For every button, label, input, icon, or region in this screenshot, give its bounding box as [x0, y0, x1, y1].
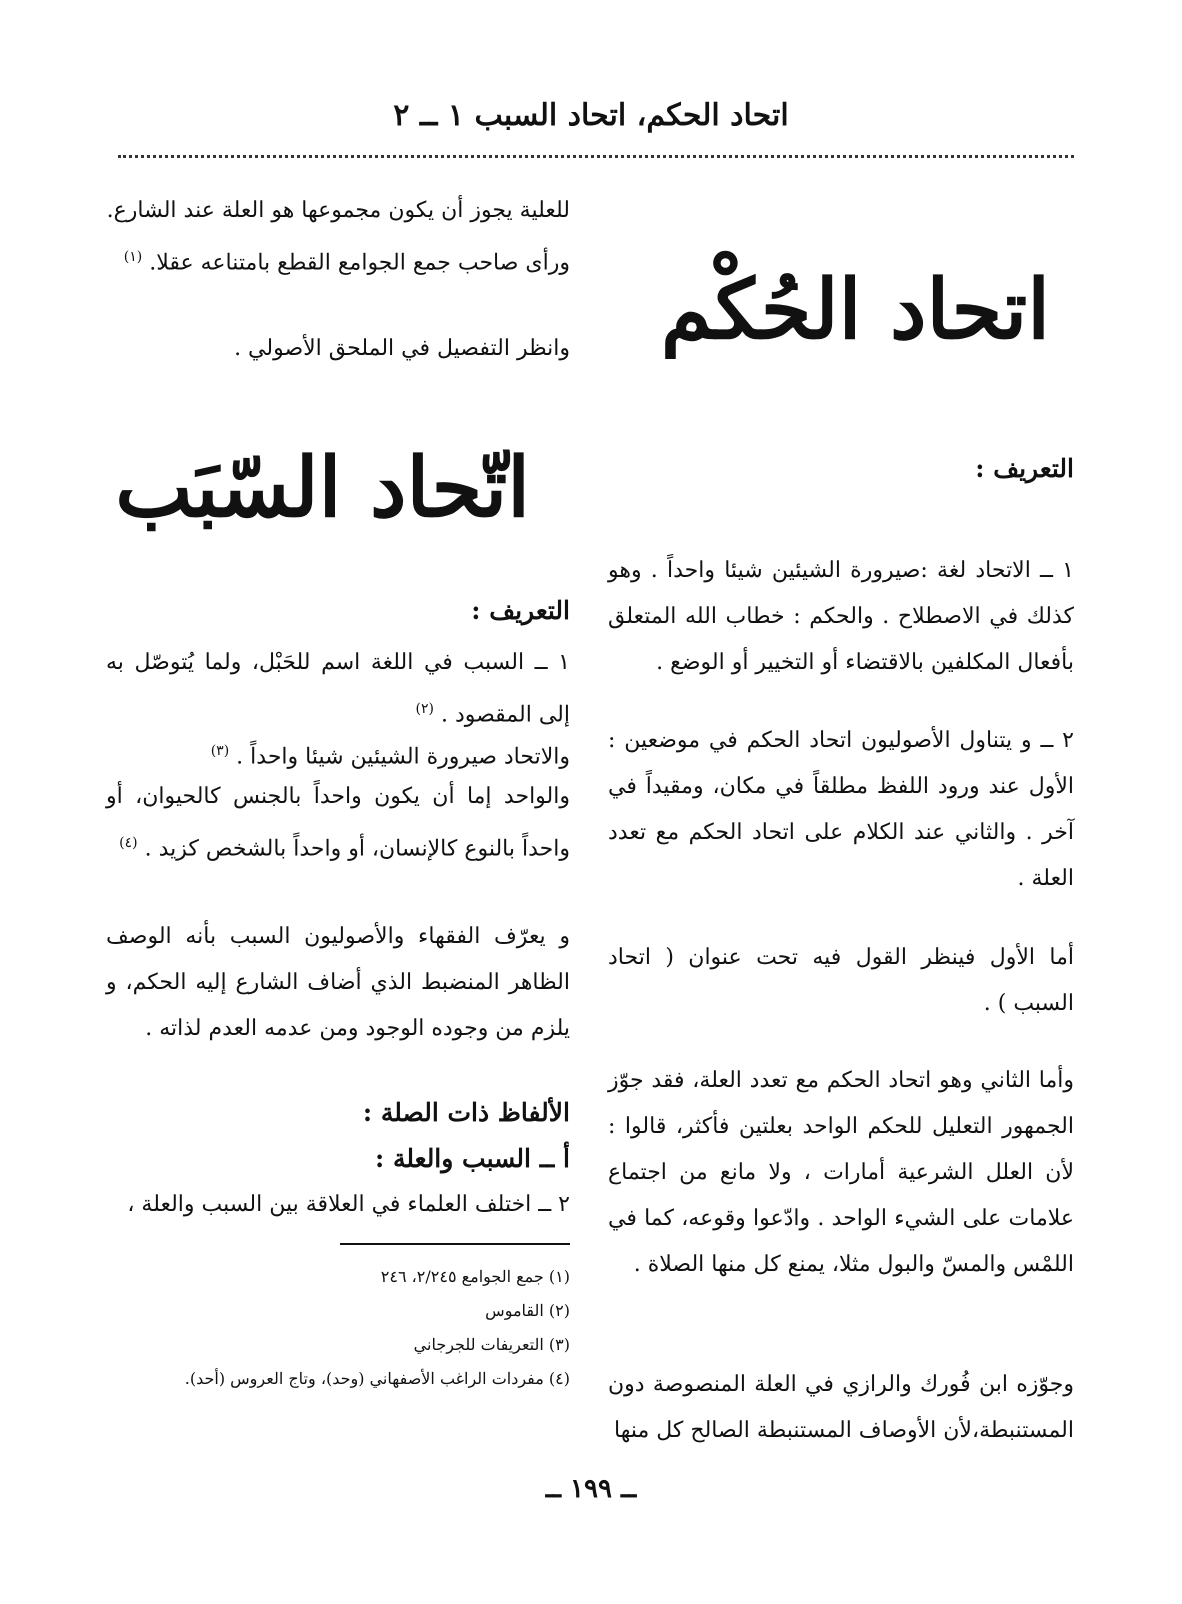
- sabab-def-para-4: و يعرّف الفقهاء والأصوليون السبب بأنه الوصف الظاهر المنضبط الذي أضاف الشارع إليه الحكم، و يلزم من وجوده الوجود ومن عدمه العدم لذاته .: [106, 924, 570, 1041]
- hukm-para-2: ٢ ــ و يتناول الأصوليون اتحاد الحكم في موضعين : الأول عند ورود اللفظ مطلقاً في مكان، ومقيداً في آخر . والثاني عند الكلام على اتحاد الحكم مع تعدد العلة .: [608, 728, 1074, 891]
- title-ittihad-al-hukm: اتحاد الحُكْم: [660, 262, 1050, 358]
- left-top-para-3: وانظر التفصيل في الملحق الأصولي .: [234, 336, 570, 361]
- sabab-def-para-2-text: والاتحاد صيرورة الشيئين شيئا واحداً .: [236, 744, 570, 770]
- hukm-para-1: ١ ــ الاتحاد لغة :صيرورة الشيئين شيئا واحداً . وهو كذلك في الاصطلاح . والحكم : خطاب الله المتعلق بأفعال المكلفين بالاقتضاء أو التخيير أو الوضع .: [608, 558, 1074, 675]
- footnote-3: (٣) التعريفات للجرجاني: [413, 1335, 570, 1354]
- hukm-para-3: أما الأول فينظر القول فيه تحت عنوان ( اتحاد السبب ) .: [608, 945, 1074, 1016]
- footnote-marker-2: (٢): [415, 701, 434, 717]
- sabab-def-para-1-text: ١ ــ السبب في اللغة اسم للحَبْل، ولما يُتوصّل به إلى المقصود .: [106, 650, 570, 728]
- footnote-divider: [340, 1243, 570, 1245]
- header-divider: [118, 155, 1074, 158]
- sabab-def-para-1: [106, 640, 570, 738]
- page-number: ــ ١٩٩ ــ: [545, 1474, 637, 1504]
- footnote-2: (٢) القاموس: [485, 1301, 570, 1320]
- left-top-para-2-text: ورأى صاحب جمع الجوامع القطع بامتناعه عقلا.: [149, 250, 570, 276]
- footnote-marker-1: (١): [123, 249, 143, 265]
- sabab-para-2: ٢ ــ اختلف العلماء في العلاقة بين السبب والعلة ،: [127, 1192, 570, 1217]
- hukm-para-5: وجوّزه ابن فُورك والرازي في العلة المنصوصة دون المستنبطة،لأن الأوصاف المستنبطة الصالح كل منها: [608, 1372, 1074, 1443]
- footnote-marker-3: (٣): [210, 743, 230, 759]
- title-ittihad-al-sabab: اتّحاد السّبَب: [115, 440, 530, 536]
- left-top-para-1: للعلية يجوز أن يكون مجموعها هو العلة عند الشارع.: [106, 198, 570, 223]
- running-head: اتحاد الحكم، اتحاد السبب ١ ــ ٢: [393, 98, 789, 133]
- hukm-para-4: وأما الثاني وهو اتحاد الحكم مع تعدد العلة، فقد جوّز الجمهور التعليل للحكم الواحد بعلتين فأكثر، قالوا : لأن العلل الشرعية أمارات ، ولا مانع من اجتماع علامات على الشيء الواحد . وادّعوا وقوعه، كما في اللمْس والمسّ والبول مثلا، يمنع كل منها الصلاة .: [608, 1068, 1075, 1277]
- sabab-def-para-3: [106, 774, 570, 872]
- footnote-4: (٤) مفردات الراغب الأصفهاني (وحد)، وتاج العروس (أحد).: [184, 1369, 570, 1388]
- sabab-def-para-3-text: والواحد إما أن يكون واحداً بالجنس كالحيوان، أو واحداً بالنوع كالإنسان، أو واحداً بالشخص كزيد .: [106, 784, 570, 862]
- left-top-para-2: [106, 234, 570, 286]
- footnote-marker-4: (٤): [119, 835, 138, 851]
- sabab-illa-subheading: أ ــ السبب والعلة :: [375, 1144, 570, 1173]
- definition-heading-sabab: التعريف :: [471, 596, 570, 625]
- related-terms-heading: الألفاظ ذات الصلة :: [362, 1098, 570, 1127]
- footnote-1: (١) جمع الجوامع ٢/٢٤٥، ٢٤٦: [380, 1267, 570, 1286]
- definition-heading-hukm: التعريف :: [975, 454, 1074, 483]
- sabab-def-para-2: [106, 728, 570, 780]
